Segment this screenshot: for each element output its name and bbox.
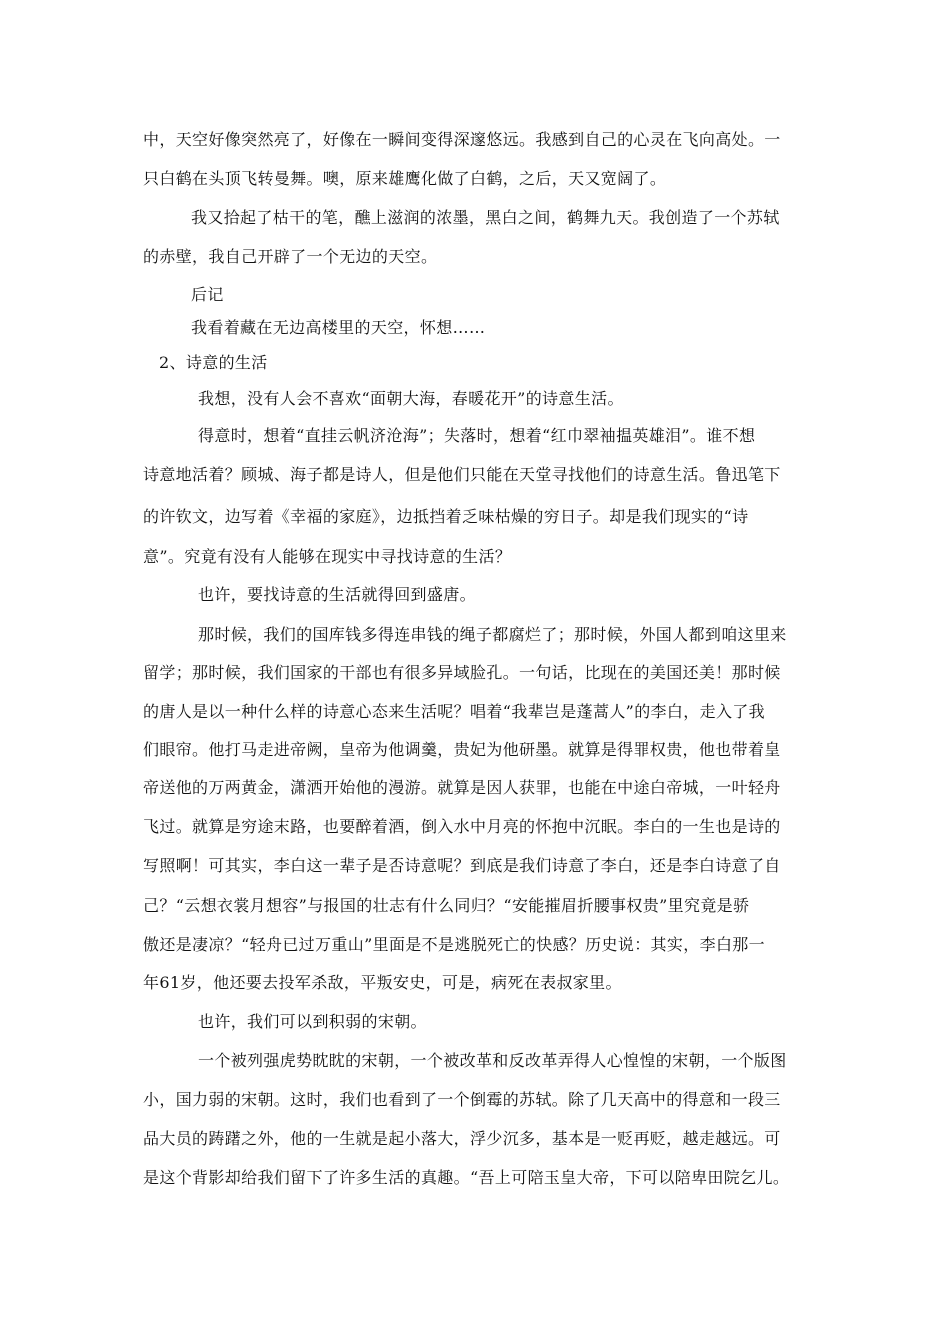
- text-line: 诗意地活着？顾城、海子都是诗人，但是他们只能在天堂寻找他们的诗意生活。鲁迅笔下: [143, 465, 781, 484]
- text-line: 年61岁，他还要去投军杀敌，平叛安史，可是，病死在表叔家里。: [143, 973, 622, 992]
- text-line: 也许，要找诗意的生活就得回到盛唐。: [198, 585, 476, 604]
- text-line: 我又拾起了枯干的笔，醮上滋润的浓墨，黑白之间，鹤舞九天。我创造了一个苏轼: [191, 208, 780, 227]
- text-line: 写照啊！可其实，李白这一辈子是否诗意呢？到底是我们诗意了李白，还是李白诗意了自: [143, 856, 781, 875]
- text-line: 我看着藏在无边高楼里的天空，怀想……: [191, 318, 486, 337]
- text-line: 留学；那时候，我们国家的干部也有很多异域脸孔。一句话，比现在的美国还美！那时候: [143, 663, 781, 682]
- text-line: 帝送他的万两黄金，潇洒开始他的漫游。就算是因人获罪，也能在中途白帝城，一叶轻舟: [143, 778, 781, 797]
- text-line: 品大员的踌躇之外，他的一生就是起小落大，浮少沉多，基本是一贬再贬，越走越远。可: [143, 1129, 781, 1148]
- text-line: 只白鹤在头顶飞转曼舞。噢，原来雄鹰化做了白鹤，之后，天又宽阔了。: [143, 169, 667, 188]
- text-line: 那时候，我们的国库钱多得连串钱的绳子都腐烂了；那时候，外国人都到咱这里来: [198, 625, 787, 644]
- text-line: 己？“云想衣裳月想容”与报国的壮志有什么同归？“安能摧眉折腰事权贵”里究竟是骄: [143, 896, 750, 915]
- text-line: 中，天空好像突然亮了，好像在一瞬间变得深邃悠远。我感到自己的心灵在飞向高处。一: [143, 130, 781, 149]
- text-line: 的唐人是以一种什么样的诗意心态来生活呢？唱着“我辈岂是蓬蒿人”的李白，走入了我: [143, 702, 766, 721]
- text-line: 是这个背影却给我们留下了许多生活的真趣。“吾上可陪玉皇大帝，下可以陪卑田院乞儿。: [143, 1168, 790, 1187]
- text-line: 飞过。就算是穷途末路，也要醉着酒，倒入水中月亮的怀抱中沉眠。李白的一生也是诗的: [143, 817, 781, 836]
- section-heading: 后记: [191, 285, 224, 304]
- text-line: 的赤壁，我自己开辟了一个无边的天空。: [143, 247, 438, 266]
- text-line: 一个被列强虎势眈眈的宋朝，一个被改革和反改革弄得人心惶惶的宋朝，一个版图: [198, 1051, 787, 1070]
- section-heading: 2、诗意的生活: [159, 353, 268, 372]
- text-line: 的许钦文，边写着《幸福的家庭》，边抵挡着乏味枯燥的穷日子。却是我们现实的“诗: [143, 507, 749, 526]
- text-line: 小，国力弱的宋朝。这时，我们也看到了一个倒霉的苏轼。除了几天高中的得意和一段三: [143, 1090, 781, 1109]
- text-line: 意”。究竟有没有人能够在现实中寻找诗意的生活？: [143, 547, 512, 566]
- text-line: 我想，没有人会不喜欢“面朝大海，春暖花开”的诗意生活。: [198, 389, 624, 408]
- text-line: 们眼帘。他打马走进帝阙，皇帝为他调羹，贵妃为他研墨。就算是得罪权贵，他也带着皇: [143, 740, 781, 759]
- text-line: 也许，我们可以到积弱的宋朝。: [198, 1012, 427, 1031]
- text-line: 傲还是凄凉？“轻舟已过万重山”里面是不是逃脱死亡的快感？历史说：其实，李白那一: [143, 935, 766, 954]
- text-line: 得意时，想着“直挂云帆济沧海”；失落时，想着“红巾翠袖揾英雄泪”。谁不想: [198, 426, 756, 445]
